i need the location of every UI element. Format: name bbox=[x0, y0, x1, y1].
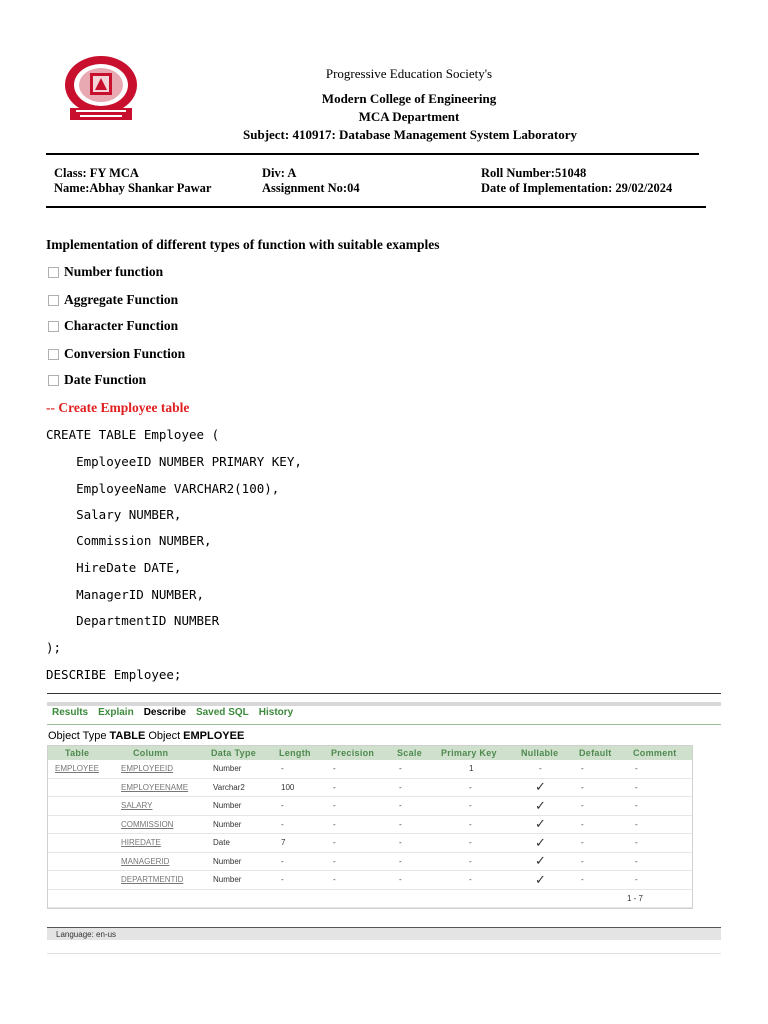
div-label: Div: A bbox=[262, 166, 297, 180]
code-line: EmployeeName VARCHAR2(100), bbox=[46, 481, 280, 496]
column-header[interactable]: Column bbox=[113, 745, 205, 760]
subject-line: Subject: 410917: Database Management System Laboratory bbox=[243, 127, 577, 142]
bullet-item bbox=[46, 292, 178, 308]
table-name-link[interactable]: EMPLOYEE bbox=[47, 760, 113, 778]
scale-cell: - bbox=[391, 778, 435, 797]
sql-comment: -- Create Employee table bbox=[46, 400, 190, 415]
pagination-row bbox=[47, 889, 693, 908]
table-row bbox=[47, 852, 693, 871]
roll-number: Roll Number:51048 bbox=[481, 166, 587, 180]
default-cell: - bbox=[573, 852, 627, 871]
precision-cell: - bbox=[325, 852, 391, 871]
data-type-cell: Number bbox=[205, 760, 273, 778]
bullet-label: Number function bbox=[64, 264, 164, 279]
pagination-text: 1 - 7 bbox=[627, 889, 693, 908]
nullable-check-icon: ✓ bbox=[515, 852, 573, 871]
code-line: EmployeeID NUMBER PRIMARY KEY, bbox=[46, 454, 302, 469]
bullet-label: Aggregate Function bbox=[64, 292, 179, 307]
table-name-cell bbox=[47, 797, 113, 816]
primary-key-cell: - bbox=[435, 778, 515, 797]
column-name-link[interactable]: COMMISSION bbox=[113, 815, 205, 834]
table-row bbox=[47, 834, 693, 853]
length-cell: - bbox=[273, 815, 325, 834]
table-name-cell bbox=[47, 871, 113, 890]
column-name-link[interactable]: MANAGERID bbox=[113, 852, 205, 871]
length-cell: 7 bbox=[273, 834, 325, 853]
scale-cell: - bbox=[391, 815, 435, 834]
precision-cell: - bbox=[325, 834, 391, 853]
data-type-cell: Number bbox=[205, 852, 273, 871]
bullet-item bbox=[46, 372, 146, 388]
primary-key-cell: - bbox=[435, 797, 515, 816]
code-line: ManagerID NUMBER, bbox=[46, 587, 205, 602]
screenshot-top-border bbox=[47, 693, 721, 694]
column-name-link[interactable]: DEPARTMENTID bbox=[113, 871, 205, 890]
column-header[interactable]: Scale bbox=[391, 745, 435, 760]
column-header[interactable]: Comment bbox=[627, 745, 693, 760]
default-cell: - bbox=[573, 815, 627, 834]
society-name: Progressive Education Society's bbox=[325, 66, 493, 81]
comment-cell: - bbox=[627, 815, 693, 834]
precision-cell: - bbox=[325, 797, 391, 816]
screenshot-bottom-border bbox=[47, 953, 721, 954]
language-status-bar: Language: en-us bbox=[47, 927, 721, 940]
code-line: ); bbox=[46, 640, 62, 655]
scale-cell: - bbox=[391, 871, 435, 890]
tab-bar-underline bbox=[47, 724, 721, 725]
bullet-item bbox=[46, 346, 185, 362]
checkbox-icon bbox=[48, 295, 59, 306]
precision-cell: - bbox=[325, 815, 391, 834]
scale-cell: - bbox=[391, 797, 435, 816]
column-name-link[interactable]: EMPLOYEENAME bbox=[113, 778, 205, 797]
college-name: Modern College of Engineering bbox=[321, 91, 497, 106]
column-header[interactable]: Length bbox=[273, 745, 325, 760]
tab-explain[interactable]: Explain bbox=[98, 707, 134, 718]
column-name-link[interactable]: HIREDATE bbox=[113, 834, 205, 853]
length-cell: - bbox=[273, 797, 325, 816]
describe-table bbox=[47, 745, 693, 908]
table-name-cell bbox=[47, 815, 113, 834]
comment-cell: - bbox=[627, 760, 693, 778]
default-cell: - bbox=[573, 871, 627, 890]
table-row bbox=[47, 760, 693, 778]
assignment-number: Assignment No:04 bbox=[262, 181, 360, 195]
comment-cell: - bbox=[627, 834, 693, 853]
length-cell: - bbox=[273, 760, 325, 778]
object-info bbox=[48, 730, 244, 742]
data-type-cell: Date bbox=[205, 834, 273, 853]
checkbox-icon bbox=[48, 267, 59, 278]
column-header[interactable]: Nullable bbox=[515, 745, 573, 760]
code-line: DepartmentID NUMBER bbox=[46, 613, 220, 628]
length-cell: - bbox=[273, 852, 325, 871]
primary-key-cell: - bbox=[435, 871, 515, 890]
scale-cell: - bbox=[391, 760, 435, 778]
nullable-check-icon: ✓ bbox=[515, 871, 573, 890]
column-header[interactable]: Default bbox=[573, 745, 627, 760]
result-tabs bbox=[52, 707, 293, 718]
tab-saved-sql[interactable]: Saved SQL bbox=[195, 707, 249, 718]
comment-cell: - bbox=[627, 852, 693, 871]
primary-key-cell: - bbox=[435, 852, 515, 871]
object-type-label: Object Type bbox=[48, 730, 107, 742]
info-divider bbox=[46, 206, 706, 208]
table-header-row bbox=[47, 745, 693, 760]
column-name-link[interactable]: EMPLOYEEID bbox=[113, 760, 205, 778]
column-header[interactable]: Primary Key bbox=[435, 745, 515, 760]
object-label: Object bbox=[148, 730, 181, 742]
object-type-value: TABLE bbox=[109, 730, 146, 742]
data-type-cell: Number bbox=[205, 871, 273, 890]
precision-cell: - bbox=[325, 871, 391, 890]
implementation-date: Date of Implementation: 29/02/2024 bbox=[481, 181, 673, 195]
nullable-check-icon: ✓ bbox=[515, 778, 573, 797]
default-cell: - bbox=[573, 778, 627, 797]
student-name: Name:Abhay Shankar Pawar bbox=[54, 181, 212, 195]
table-name-cell bbox=[47, 778, 113, 797]
header-divider bbox=[46, 153, 699, 155]
class-label: Class: FY MCA bbox=[54, 166, 139, 180]
data-type-cell: Varchar2 bbox=[205, 778, 273, 797]
primary-key-cell: - bbox=[435, 815, 515, 834]
comment-cell: - bbox=[627, 797, 693, 816]
checkbox-icon bbox=[48, 349, 59, 360]
table-name-cell bbox=[47, 852, 113, 871]
code-line: CREATE TABLE Employee ( bbox=[46, 427, 220, 442]
nullable-check-icon: ✓ bbox=[515, 834, 573, 853]
table-row bbox=[47, 778, 693, 797]
comment-cell: - bbox=[627, 871, 693, 890]
data-type-cell: Number bbox=[205, 815, 273, 834]
object-value: EMPLOYEE bbox=[183, 730, 245, 742]
department-name: MCA Department bbox=[358, 109, 460, 124]
table-row bbox=[47, 815, 693, 834]
primary-key-cell: 1 bbox=[435, 760, 515, 778]
default-cell: - bbox=[573, 834, 627, 853]
length-cell: - bbox=[273, 871, 325, 890]
code-line: Salary NUMBER, bbox=[46, 507, 182, 522]
checkbox-icon bbox=[48, 375, 59, 386]
table-name-cell bbox=[47, 834, 113, 853]
tab-describe[interactable]: Describe bbox=[143, 707, 186, 718]
primary-key-cell: - bbox=[435, 834, 515, 853]
bullet-item bbox=[46, 264, 163, 280]
column-header[interactable]: Precision bbox=[325, 745, 391, 760]
tab-bar-background bbox=[47, 702, 721, 706]
nullable-check-icon: ✓ bbox=[515, 815, 573, 834]
code-line: HireDate DATE, bbox=[46, 560, 182, 575]
data-type-cell: Number bbox=[205, 797, 273, 816]
checkbox-icon bbox=[48, 321, 59, 332]
length-cell: 100 bbox=[273, 778, 325, 797]
default-cell: - bbox=[573, 760, 627, 778]
nullable-cell: - bbox=[515, 760, 573, 778]
bullet-label: Date Function bbox=[64, 372, 147, 387]
table-row bbox=[47, 871, 693, 890]
column-header[interactable]: Data Type bbox=[205, 745, 273, 760]
code-line: DESCRIBE Employee; bbox=[46, 667, 182, 682]
column-name-link[interactable]: SALARY bbox=[113, 797, 205, 816]
bullet-label: Character Function bbox=[64, 318, 179, 333]
precision-cell: - bbox=[325, 778, 391, 797]
assignment-heading: Implementation of different types of function with suitable examples bbox=[46, 237, 440, 252]
scale-cell: - bbox=[391, 834, 435, 853]
code-line: Commission NUMBER, bbox=[46, 533, 212, 548]
tab-history[interactable]: History bbox=[258, 707, 294, 718]
table-row bbox=[47, 797, 693, 816]
precision-cell: - bbox=[325, 760, 391, 778]
nullable-check-icon: ✓ bbox=[515, 797, 573, 816]
scale-cell: - bbox=[391, 852, 435, 871]
comment-cell: - bbox=[627, 778, 693, 797]
bullet-item bbox=[46, 318, 178, 334]
column-header[interactable]: Table bbox=[47, 745, 113, 760]
default-cell: - bbox=[573, 797, 627, 816]
tab-results[interactable]: Results bbox=[52, 707, 89, 718]
bullet-label: Conversion Function bbox=[64, 346, 186, 361]
